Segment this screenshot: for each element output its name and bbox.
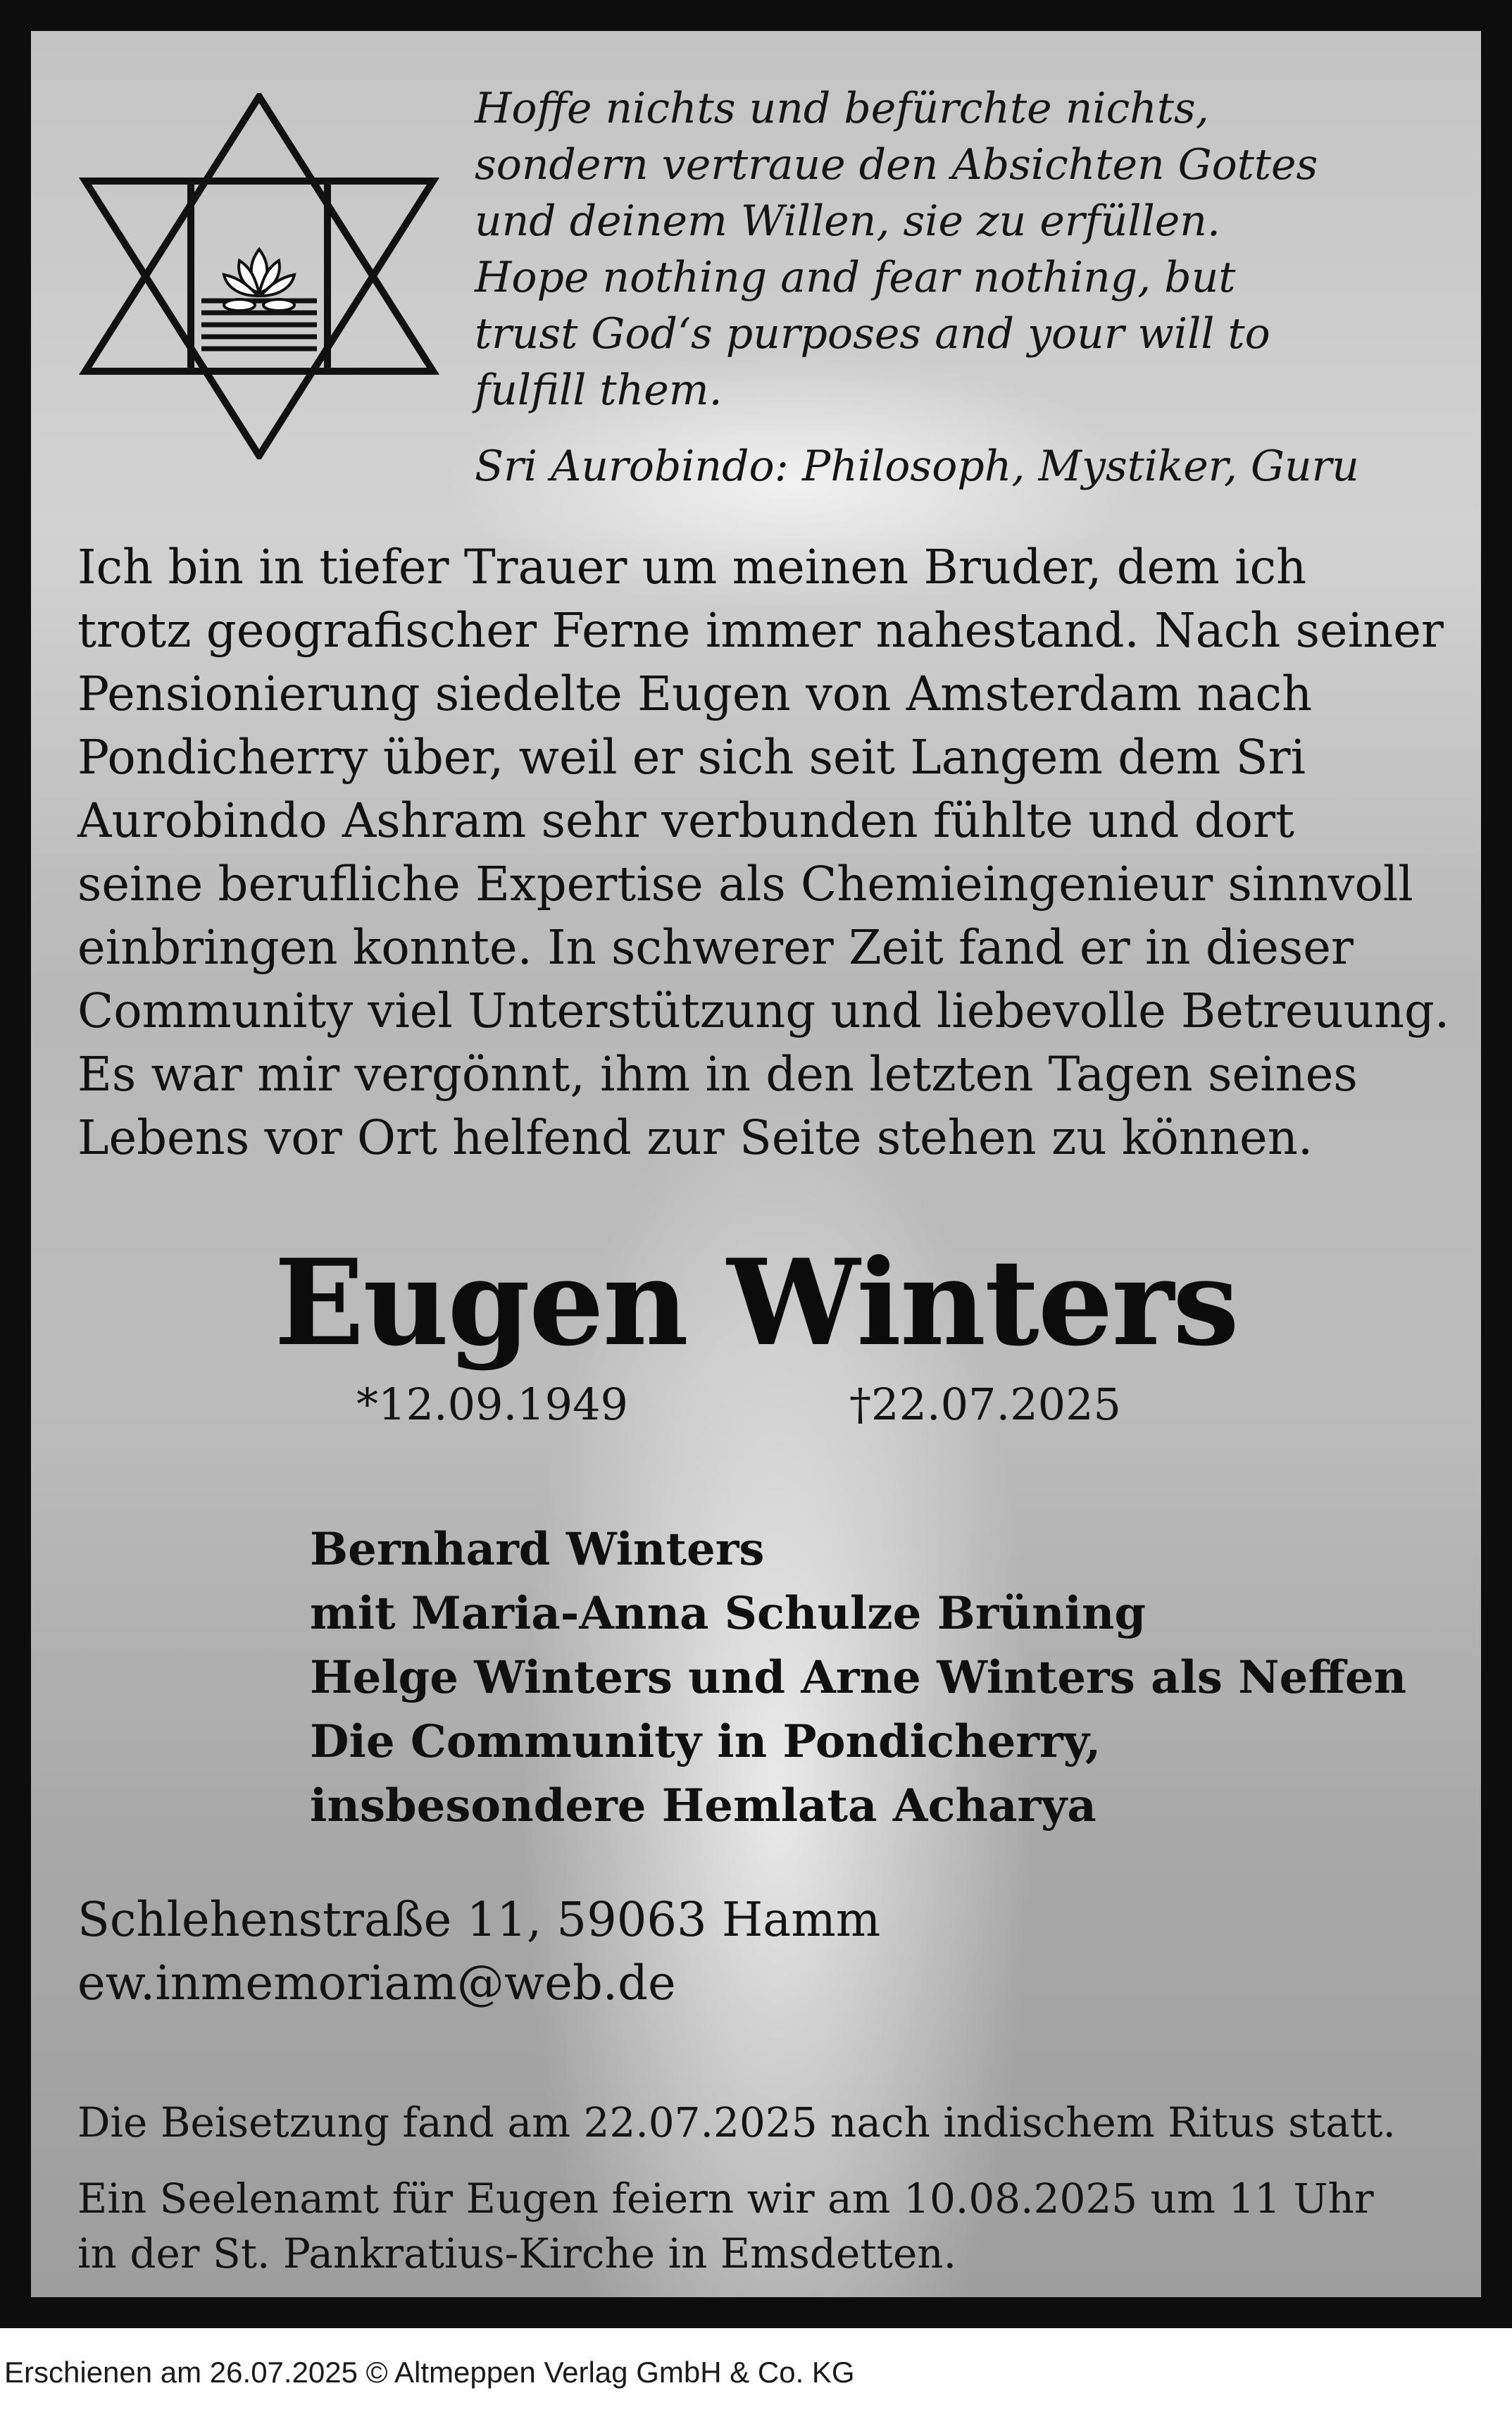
quote-attribution: Sri Aurobindo: Philosoph, Mystiker, Guru [475,442,1359,491]
obituary-text-line: einbringen konnte. In schwerer Zeit fand er in dieser [77,920,1354,975]
obituary-text [77,535,1479,1169]
obituary-text-line: trotz geografischer Ferne immer nahestand. Nach seiner [77,603,1444,658]
publication-footer: Erschienen am 26.07.2025 © Altmeppen Verlag GmbH & Co. KG [4,2356,855,2389]
quote-block [475,80,1461,495]
obituary-text-line: Aurobindo Ashram sehr verbunden fühlte und dort [77,793,1294,848]
obituary-panel [31,31,1481,2297]
mourner-line: Bernhard Winters [310,1523,765,1576]
quote-line: sondern vertraue den Absichten Gottes [475,140,1318,189]
obituary-text-line: seine berufliche Expertise als Chemieingenieur sinnvoll [77,857,1413,912]
obituary-text-line: Pondicherry über, weil er sich seit Langem dem Sri [77,730,1306,785]
quote-line: trust God‘s purposes and your will to [475,309,1270,359]
mourners-list [310,1517,1465,1838]
contact-block [77,1888,880,2015]
deceased-name: Eugen Winters [274,1233,1238,1372]
quote-line: fulfill them. [475,366,723,415]
ceremony-notice [77,2095,1396,2281]
birth-date: *12.09.1949 [356,1379,628,1430]
obituary-text-line: Pensionierung siedelte Eugen von Amsterdam nach [77,666,1313,721]
obituary-text-line: Ich bin in tiefer Trauer um meinen Bruder, dem ich [77,540,1307,595]
mourner-line: mit Maria-Anna Schulze Brüning [310,1587,1147,1640]
memorial-notice-line: in der St. Pankratius-Kirche in Emsdetten. [77,2230,957,2277]
mourner-line: Die Community in Pondicherry, [310,1715,1101,1768]
postal-address: Schlehenstraße 11, 59063 Hamm [77,1892,881,1947]
quote-line: Hope nothing and fear nothing, but [475,253,1236,302]
quote-line: und deinem Willen, sie zu erfüllen. [475,197,1220,246]
mourner-line: insbesondere Hemlata Acharya [310,1779,1096,1832]
quote-line: Hoffe nichts und befürchte nichts, [475,84,1209,133]
burial-notice: Die Beisetzung fand am 22.07.2025 nach indischem Ritus statt. [77,2099,1396,2146]
aurobindo-symbol-icon [76,93,442,459]
obituary-text-line: Community viel Unterstützung und liebevolle Betreuung. [77,983,1450,1038]
obituary-text-line: Lebens vor Ort helfend zur Seite stehen zu können. [77,1110,1313,1165]
mourner-line: Helge Winters und Arne Winters als Neffen [310,1651,1407,1704]
obituary-text-line: Es war mir vergönnt, ihm in den letzten Tagen seines [77,1047,1358,1102]
memorial-notice-line: Ein Seelenamt für Eugen feiern wir am 10.08.2025 um 11 Uhr [77,2175,1374,2223]
death-date: †22.07.2025 [849,1379,1121,1430]
email-address: ew.inmemoriam@web.de [77,1956,676,2010]
